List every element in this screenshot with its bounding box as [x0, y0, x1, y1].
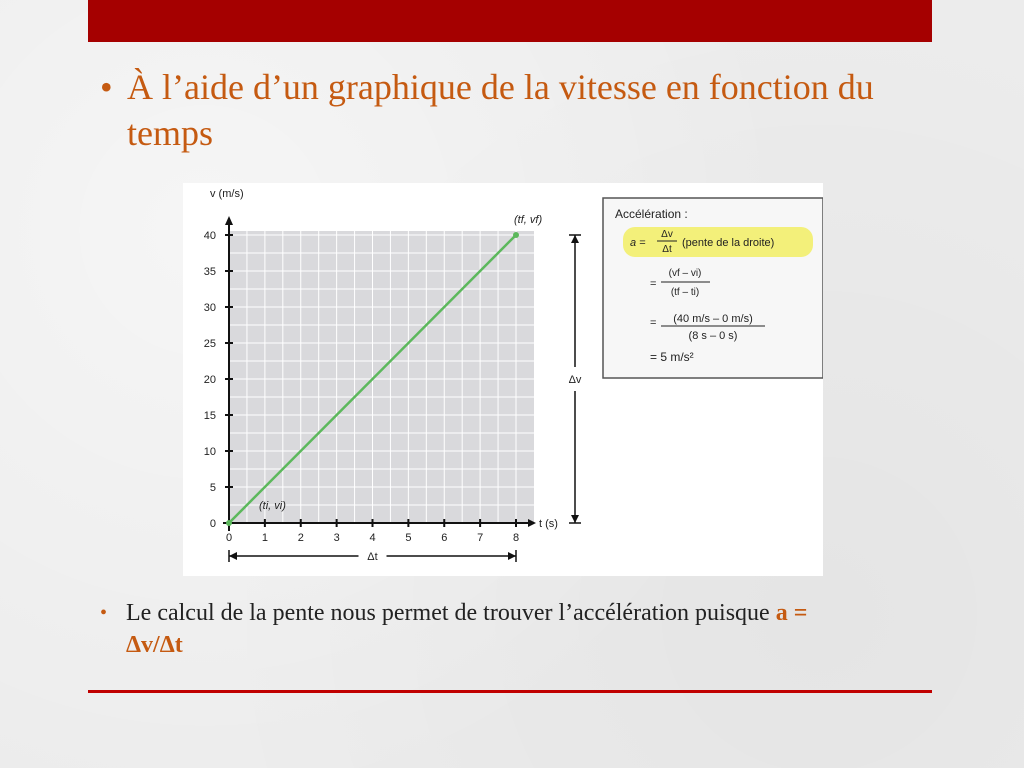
acceleration-num-3: (40 m/s – 0 m/s) [673, 313, 753, 325]
data-point [226, 520, 232, 526]
delta-v-arrow-top [571, 235, 579, 243]
y-tick-label: 25 [203, 338, 216, 350]
y-axis-arrow [225, 216, 233, 225]
title-bar [88, 0, 932, 42]
title-bullet [100, 64, 900, 156]
acceleration-formula: a = Δv/Δt [126, 600, 808, 658]
acceleration-result: = 5 m/s² [650, 350, 694, 364]
start-point-label: (ti, vi) [259, 500, 286, 512]
data-point [513, 232, 519, 238]
acceleration-den-3: (8 s – 0 s) [688, 330, 738, 342]
delta-v-label: Δv [568, 374, 582, 386]
delta-t-arrow-left [229, 552, 237, 560]
y-tick-label: 35 [203, 266, 216, 278]
y-axis-label: v (m/s) [210, 188, 244, 200]
x-tick-label: 8 [512, 532, 520, 544]
bullet-dot: • [100, 602, 108, 624]
x-axis-label: t (s) [539, 518, 558, 530]
body-bullet [100, 597, 820, 661]
y-tick-label: 0 [209, 518, 216, 530]
x-tick-label: 0 [225, 532, 233, 544]
x-tick-label: 1 [261, 532, 268, 544]
bullet-dot: • [100, 67, 113, 107]
acceleration-a-eq: a = [630, 237, 646, 249]
delta-t-arrow-right [508, 552, 516, 560]
x-tick-label: 5 [405, 532, 412, 544]
acceleration-den-2: (tf – ti) [670, 287, 700, 298]
x-tick-label: 6 [441, 532, 448, 544]
delta-v-arrow-bottom [571, 515, 579, 523]
y-tick-label: 15 [203, 410, 216, 422]
y-tick-label: 20 [203, 374, 216, 386]
x-tick-label: 3 [333, 532, 340, 544]
acceleration-eq-2: = [650, 278, 657, 290]
x-tick-label: 2 [297, 532, 304, 544]
y-tick-label: 30 [203, 302, 216, 314]
y-tick-label: 10 [203, 446, 216, 458]
delta-t-label: Δt [367, 551, 378, 563]
acceleration-dv: Δv [661, 229, 673, 240]
acceleration-eq-3: = [650, 317, 657, 329]
end-point-label: (tf, vf) [514, 214, 543, 226]
acceleration-dt: Δt [662, 244, 672, 255]
title-text: À l’aide d’un graphique de la vitesse en fonction du temps [127, 67, 874, 153]
y-tick-label: 5 [209, 482, 216, 494]
bottom-rule [88, 690, 932, 693]
x-tick-label: 7 [477, 532, 484, 544]
chart-grid [229, 231, 534, 523]
acceleration-box [603, 198, 823, 378]
body-text-wrap [100, 597, 820, 661]
acceleration-num-2: (vf – vi) [668, 268, 702, 279]
velocity-time-figure [183, 183, 823, 576]
acceleration-heading: Accélération : [615, 207, 688, 221]
velocity-time-chart [183, 183, 823, 576]
body-text: Le calcul de la pente nous permet de trouver l’accélération puisque [126, 600, 770, 626]
grid-background [229, 231, 534, 523]
x-tick-label: 4 [369, 532, 376, 544]
y-tick-label: 40 [203, 230, 216, 242]
acceleration-note: (pente de la droite) [682, 237, 775, 249]
